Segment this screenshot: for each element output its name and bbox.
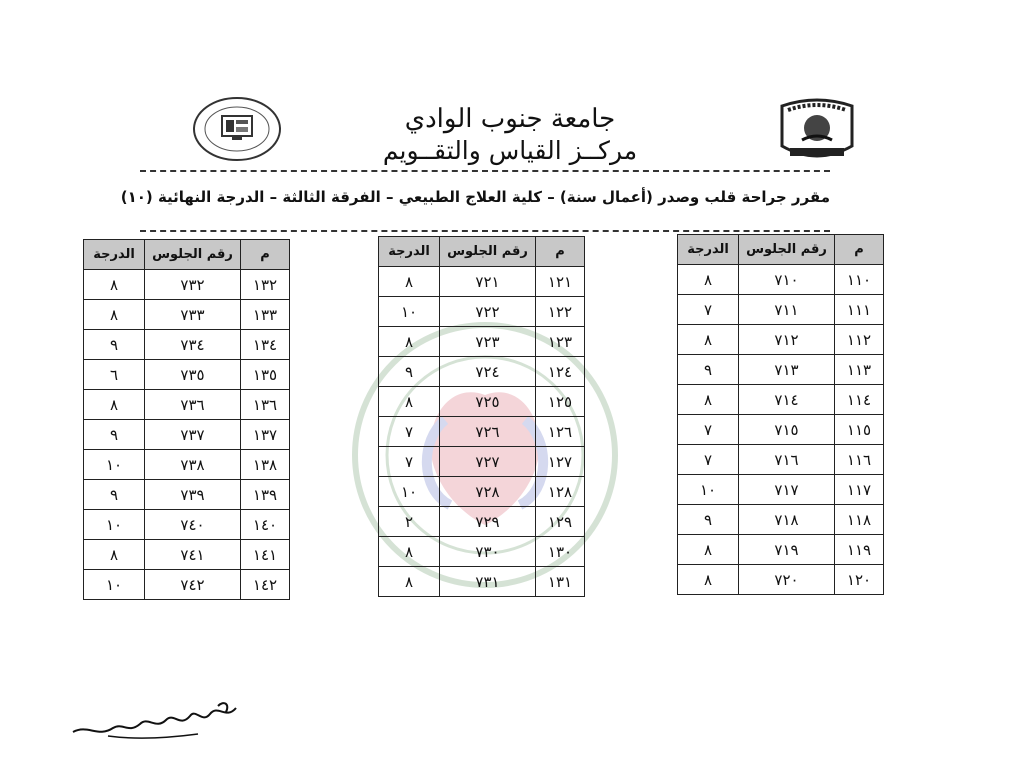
table-row [678,265,884,295]
cell-m: ١١٨ [835,505,884,535]
table-row [84,360,290,390]
cell-seat: ٧٣٥ [145,360,241,390]
table-row [84,300,290,330]
cell-seat: ٧٣٨ [145,450,241,480]
cell-m: ١٢٩ [536,507,585,537]
grades-table-2 [378,236,585,597]
header-m: م [835,235,884,265]
cell-m: ١١٩ [835,535,884,565]
grades-table-3 [83,239,290,600]
cell-seat: ٧١٩ [739,535,835,565]
cell-seat: ٧٢٧ [440,447,536,477]
cell-seat: ٧٢٠ [739,565,835,595]
table-header-row [84,240,290,270]
measurement-center-logo [192,96,282,162]
cell-m: ١٢٥ [536,387,585,417]
cell-grade: ٨ [84,540,145,570]
cell-m: ١١٦ [835,445,884,475]
cell-m: ١١٧ [835,475,884,505]
cell-grade: ٩ [84,420,145,450]
cell-grade: ٩ [379,357,440,387]
cell-seat: ٧١٢ [739,325,835,355]
table-row [379,567,585,597]
cell-m: ١١٣ [835,355,884,385]
cell-seat: ٧١١ [739,295,835,325]
handwritten-signature [68,694,248,744]
cell-m: ١٤١ [241,540,290,570]
subject-line: مقرر جراحة قلب وصدر (أعمال سنة) – كلية العلاج الطبيعي – الفرقة الثالثة – الدرجة النهائية (١٠) [120,188,830,206]
cell-seat: ٧١٦ [739,445,835,475]
cell-grade: ٨ [379,567,440,597]
cell-grade: ٨ [678,535,739,565]
cell-m: ١١٥ [835,415,884,445]
divider-bottom [140,230,830,232]
cell-seat: ٧٢١ [440,267,536,297]
cell-grade: ٨ [379,387,440,417]
table-row [379,447,585,477]
cell-m: ١٢٠ [835,565,884,595]
cell-grade: ٨ [84,300,145,330]
cell-grade: ٧ [678,415,739,445]
cell-grade: ٧ [678,445,739,475]
cell-seat: ٧٢٨ [440,477,536,507]
cell-grade: ٨ [84,390,145,420]
table-row [678,475,884,505]
cell-m: ١٣٠ [536,537,585,567]
table-row [84,390,290,420]
cell-grade: ٨ [84,270,145,300]
cell-m: ١٣٧ [241,420,290,450]
table-row [678,415,884,445]
center-name: مركــز القياس والتقــويم [382,136,638,165]
table-row [678,565,884,595]
cell-grade: ١٠ [678,475,739,505]
cell-grade: ٨ [379,537,440,567]
divider-top [140,170,830,172]
table-row [84,420,290,450]
cell-grade: ٧ [379,447,440,477]
table-row [379,297,585,327]
table-row [379,327,585,357]
cell-m: ١٣١ [536,567,585,597]
cell-seat: ٧٢٩ [440,507,536,537]
cell-seat: ٧١٨ [739,505,835,535]
cell-grade: ٩ [678,505,739,535]
table-row [678,385,884,415]
cell-m: ١٢٣ [536,327,585,357]
university-logo [772,96,862,164]
cell-seat: ٧٣١ [440,567,536,597]
cell-seat: ٧١٧ [739,475,835,505]
cell-seat: ٧٣٦ [145,390,241,420]
cell-seat: ٧٣٢ [145,270,241,300]
cell-m: ١١٠ [835,265,884,295]
header-grade: الدرجة [379,237,440,267]
cell-m: ١٣٨ [241,450,290,480]
cell-seat: ٧١٤ [739,385,835,415]
table-row [678,505,884,535]
cell-m: ١٣٣ [241,300,290,330]
cell-seat: ٧٣٤ [145,330,241,360]
table-row [379,507,585,537]
cell-grade: ١٠ [379,297,440,327]
cell-grade: ١٠ [84,510,145,540]
cell-seat: ٧٣٠ [440,537,536,567]
table-row [84,540,290,570]
cell-m: ١٤٠ [241,510,290,540]
cell-seat: ٧٢٤ [440,357,536,387]
cell-m: ١٢٢ [536,297,585,327]
cell-seat: ٧٤١ [145,540,241,570]
table-header-row [678,235,884,265]
cell-m: ١٢٤ [536,357,585,387]
cell-grade: ٩ [678,355,739,385]
table-row [379,357,585,387]
table-row [678,445,884,475]
cell-seat: ٧٢٦ [440,417,536,447]
cell-grade: ٨ [379,267,440,297]
cell-seat: ٧٣٣ [145,300,241,330]
cell-seat: ٧٢٣ [440,327,536,357]
cell-m: ١٣٤ [241,330,290,360]
cell-grade: ٨ [678,265,739,295]
cell-m: ١٤٢ [241,570,290,600]
table-row [84,510,290,540]
header-seat-number: رقم الجلوس [739,235,835,265]
table-row [678,535,884,565]
cell-m: ١١٢ [835,325,884,355]
header-grade: الدرجة [678,235,739,265]
table-row [84,570,290,600]
university-name: جامعة جنوب الوادي [404,104,616,134]
table-row [84,330,290,360]
cell-m: ١٢١ [536,267,585,297]
cell-grade: ١٠ [84,570,145,600]
cell-m: ١٣٥ [241,360,290,390]
cell-grade: ٩ [84,480,145,510]
cell-grade: ٧ [678,295,739,325]
header-m: م [536,237,585,267]
cell-grade: ١٠ [379,477,440,507]
table-row [379,387,585,417]
cell-seat: ٧٣٩ [145,480,241,510]
header-seat-number: رقم الجلوس [440,237,536,267]
cell-grade: ٧ [379,417,440,447]
table-row [379,267,585,297]
cell-seat: ٧٢٢ [440,297,536,327]
cell-m: ١١١ [835,295,884,325]
cell-seat: ٧١٥ [739,415,835,445]
grades-table-1 [677,234,884,595]
cell-seat: ٧٤٠ [145,510,241,540]
table-row [84,270,290,300]
table-row [678,295,884,325]
cell-seat: ٧٢٥ [440,387,536,417]
cell-m: ١٢٦ [536,417,585,447]
cell-m: ١١٤ [835,385,884,415]
cell-seat: ٧٣٧ [145,420,241,450]
cell-seat: ٧١٠ [739,265,835,295]
cell-m: ١٣٩ [241,480,290,510]
cell-grade: ٨ [379,327,440,357]
table-row [379,477,585,507]
table-row [379,417,585,447]
cell-m: ١٣٦ [241,390,290,420]
cell-m: ١٣٢ [241,270,290,300]
cell-grade: ٨ [678,325,739,355]
cell-grade: ٨ [678,385,739,415]
cell-grade: ١٠ [84,450,145,480]
cell-m: ١٢٧ [536,447,585,477]
header-seat-number: رقم الجلوس [145,240,241,270]
header-grade: الدرجة [84,240,145,270]
table-row [678,355,884,385]
table-row [84,450,290,480]
cell-grade: ٩ [84,330,145,360]
table-header-row [379,237,585,267]
cell-grade: ٦ [84,360,145,390]
cell-seat: ٧٤٢ [145,570,241,600]
cell-seat: ٧١٣ [739,355,835,385]
table-row [84,480,290,510]
header-m: م [241,240,290,270]
cell-m: ١٢٨ [536,477,585,507]
cell-grade: ٢ [379,507,440,537]
table-row [678,325,884,355]
table-row [379,537,585,567]
cell-grade: ٨ [678,565,739,595]
